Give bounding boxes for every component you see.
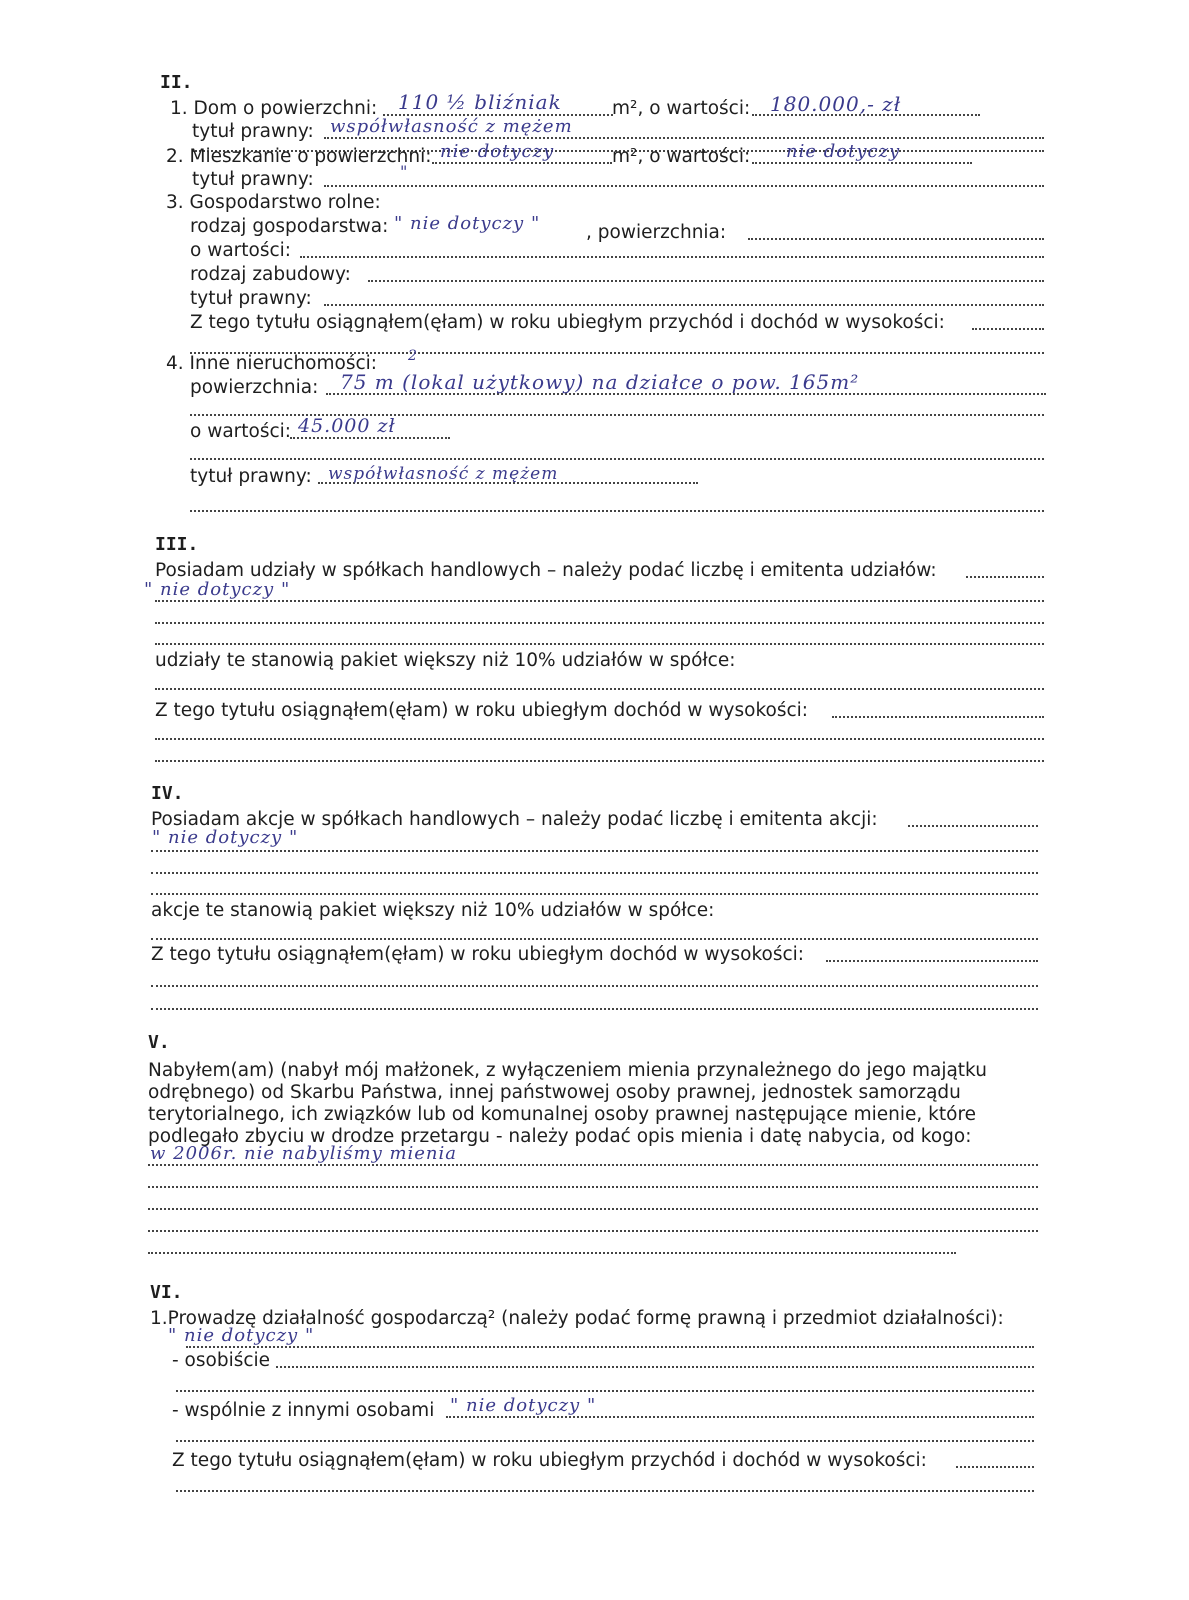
dotted-line <box>190 458 1044 460</box>
other-property-label: 4. Inne nieruchomości: <box>166 353 378 374</box>
flat-label: 2. Mieszkanie o powierzchni: <box>166 146 432 167</box>
dotted-line <box>148 1208 1038 1210</box>
dotted-line <box>155 643 1044 645</box>
property-text-4: podlegało zbyciu w drodze przetargu - należy podać opis mienia i datę nabycia, od kogo: <box>148 1126 972 1147</box>
flat-value: nie dotyczy <box>786 141 901 162</box>
stocks-field <box>908 825 1038 827</box>
house-title-label: tytuł prawny: <box>192 121 314 142</box>
flat-title-mark: " <box>400 162 409 181</box>
property-value: w 2006r. nie nabyliśmy mienia <box>150 1143 458 1164</box>
stocks-packet-label: akcje te stanowią pakiet większy niż 10% udziałów w spółce: <box>151 900 715 921</box>
farm-label: 3. Gospodarstwo rolne: <box>166 192 381 213</box>
farm-area-field <box>748 238 1044 240</box>
dotted-line <box>148 1230 1038 1232</box>
dotted-line <box>151 893 1038 895</box>
farm-build-label: rodzaj zabudowy: <box>190 264 351 285</box>
dotted-line <box>176 1440 1034 1442</box>
dotted-line <box>151 872 1038 874</box>
shares-label: Posiadam udziały w spółkach handlowych – należy podać liczbę i emitenta udziałów: <box>155 560 937 581</box>
property-text-2: odrębnego) od Skarbu Państwa, innej państwowej osoby prawnej, jednostek samorządu <box>148 1082 961 1103</box>
other-value: 45.000 zł <box>298 415 396 437</box>
dotted-line <box>186 1346 1034 1348</box>
house-value-label: m², o wartości: <box>612 98 751 119</box>
other-title-label: tytuł prawny: <box>190 466 312 487</box>
dotted-line <box>155 688 1044 690</box>
dotted-line <box>151 985 1038 987</box>
section-ii-heading: II. <box>160 72 193 93</box>
other-title-value: współwłasność z mężem <box>328 464 559 484</box>
business-personal-label: - osobiście <box>172 1350 271 1371</box>
shares-income-label: Z tego tytułu osiągnąłem(ęłam) w roku ubiegłym dochód w wysokości: <box>155 700 809 721</box>
dotted-line <box>155 738 1044 740</box>
dotted-line <box>176 1390 1034 1392</box>
stocks-income-label: Z tego tytułu osiągnąłem(ęłam) w roku ubiegłym dochód w wysokości: <box>151 944 805 965</box>
house-value: 180.000,- zł <box>770 92 902 116</box>
stocks-income-field <box>826 960 1038 962</box>
section-v-heading: V. <box>148 1032 170 1053</box>
dotted-line <box>151 1008 1038 1010</box>
shares-income-field <box>832 716 1044 718</box>
property-text-1: Nabyłem(am) (nabył mój małżonek, z wyłączeniem mienia przynależnego do jego majątku <box>148 1060 987 1081</box>
section-iii-heading: III. <box>155 534 199 555</box>
farm-title-label: tytuł prawny: <box>190 288 312 309</box>
business-income-label: Z tego tytułu osiągnąłem(ęłam) w roku ubiegłym przychód i dochód w wysokości: <box>172 1450 927 1471</box>
dotted-line <box>151 938 1038 940</box>
business-joint-value: " nie dotyczy " <box>450 1395 597 1416</box>
dotted-line <box>148 1186 1038 1188</box>
house-area-value: 110 ½ bliźniak <box>398 90 562 114</box>
flat-title-label: tytuł prawny: <box>192 169 314 190</box>
business-personal-field <box>276 1366 1034 1368</box>
farm-title-field <box>324 304 1044 306</box>
flat-value-label: m², o wartości: <box>612 146 751 167</box>
dotted-line <box>151 850 1038 852</box>
dotted-line <box>176 1490 1034 1492</box>
dotted-line <box>148 1252 956 1254</box>
business-label: 1.Prowadzę działalność gospodarczą² (należy podać formę prawną i przedmiot działalności): <box>150 1308 1004 1329</box>
business-joint-label: - wspólnie z innymi osobami <box>172 1400 435 1421</box>
farm-kind-value: " nie dotyczy " <box>394 213 541 234</box>
dotted-line <box>155 600 1044 602</box>
stocks-value: " nie dotyczy " <box>152 827 299 848</box>
house-label: 1. Dom o powierzchni: <box>170 98 378 119</box>
farm-income-label: Z tego tytułu osiągnąłem(ęłam) w roku ubiegłym przychód i dochód w wysokości: <box>190 312 945 333</box>
other-area-value: 75 m (lokal użytkowy) na działce o pow. 165m² <box>340 370 860 394</box>
farm-value-label: o wartości: <box>190 240 292 261</box>
shares-packet-label: udziały te stanowią pakiet większy niż 10% udziałów w spółce: <box>155 650 736 671</box>
farm-value-field <box>300 256 1044 258</box>
flat-title-field <box>324 185 1044 187</box>
house-title-value: współwłasność z mężem <box>330 116 573 137</box>
dotted-line <box>155 622 1044 624</box>
business-income-field <box>956 1466 1034 1468</box>
farm-build-field <box>368 280 1044 282</box>
dotted-line <box>190 510 1044 512</box>
farm-kind-label: rodzaj gospodarstwa: <box>190 216 389 237</box>
section-iv-heading: IV. <box>151 783 184 804</box>
other-area-label: powierzchnia: <box>190 377 319 398</box>
other-value-label: o wartości: <box>190 421 292 442</box>
stocks-label: Posiadam akcje w spółkach handlowych – należy podać liczbę i emitenta akcji: <box>151 809 878 830</box>
shares-value: " nie dotyczy " <box>144 579 291 600</box>
property-text-3: terytorialnego, ich związków lub od komunalnej osoby prawnej następujące mienie, które <box>148 1104 977 1125</box>
farm-area-label: , powierzchnia: <box>586 222 727 243</box>
dotted-line <box>155 760 1044 762</box>
farm-income-field <box>972 328 1044 330</box>
other-property-mark: 2 <box>408 348 418 364</box>
business-value: " nie dotyczy " <box>168 1325 315 1346</box>
section-vi-heading: VI. <box>150 1282 183 1303</box>
flat-area-value: nie dotyczy <box>440 141 555 162</box>
shares-field <box>966 576 1044 578</box>
